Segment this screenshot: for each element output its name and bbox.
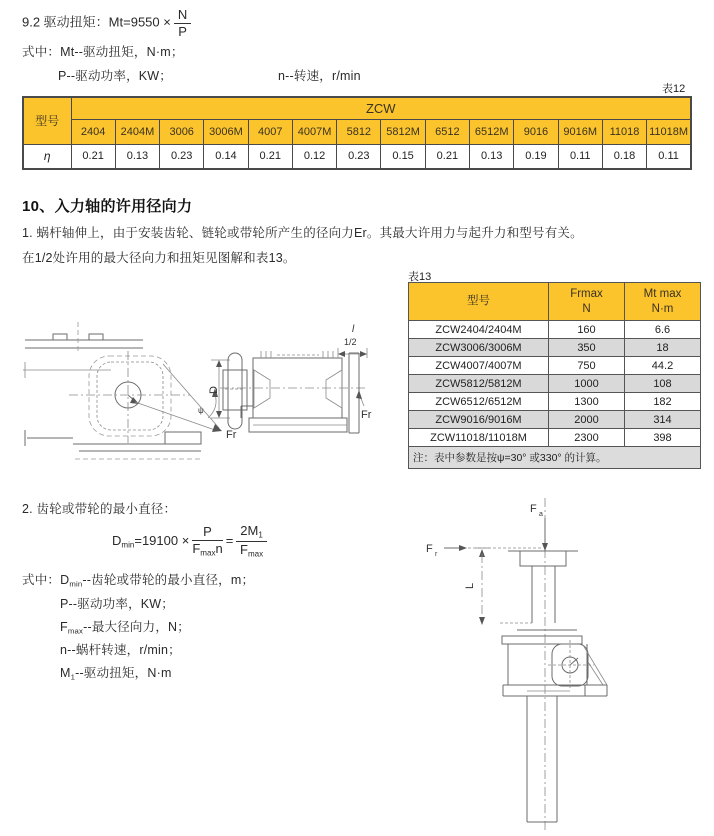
table13-mtmax: 44.2 [625, 357, 701, 375]
section2-definition-line: $F_{max}--$最大径向力，N； [60, 620, 190, 636]
table13-note-row [409, 447, 701, 469]
table13-col3-line2: N·m [651, 302, 674, 315]
fraction-2m1-over-fmax [236, 524, 267, 559]
table12-caption: 表12 [662, 83, 686, 95]
radial-force-label: F [426, 543, 433, 555]
table12-value: 0.11 [647, 144, 691, 169]
table13-model: ZCW6512/6512M [409, 393, 549, 411]
table12-model: 11018M [647, 119, 691, 144]
table12-value: 0.18 [602, 144, 646, 169]
fraction-numerator: P [192, 525, 222, 541]
dmin-formula [112, 524, 270, 559]
table13-model: ZCW11018/11018M [409, 429, 549, 447]
table12-value: 0.21 [425, 144, 469, 169]
table13-frmax: 2000 [549, 411, 625, 429]
table12-models-row [23, 119, 691, 144]
table13-model: ZCW3006/3006M [409, 339, 549, 357]
table13-frmax: 350 [549, 339, 625, 357]
section2-definition-line: 式中：$D_{min}--$齿轮或带轮的最小直径，m； [22, 573, 255, 589]
equals-sign: = [225, 532, 234, 548]
table13-model: ZCW2404/2404M [409, 321, 549, 339]
table13-frmax: 750 [549, 357, 625, 375]
table13-col3-line1: Mt max [643, 288, 682, 301]
table12-value: 0.13 [115, 144, 159, 169]
table13-model: ZCW5812/5812M [409, 375, 549, 393]
table12-value: 0.11 [558, 144, 602, 169]
table12-value: 0.19 [514, 144, 558, 169]
table13-model: ZCW9016/9016M [409, 411, 549, 429]
formula-definition-line-1: 式中：Mt--驱动扭矩，N·m； [22, 45, 184, 59]
fraction-denominator: $F_{max}$ [239, 542, 264, 559]
table13-frmax: 160 [549, 321, 625, 339]
table12-model: 3006M [204, 119, 248, 144]
half-dimension-label: 1/2 [344, 337, 357, 347]
table13-col2-line1: Frmax [570, 288, 603, 301]
table13-col2-header [549, 283, 625, 321]
dmin-formula-prefix: $D_{min}=19100$ × [112, 532, 190, 550]
axial-force-subscript: a [539, 511, 543, 518]
formula-prefix: 9.2 驱动扭矩：Mt=9550 × [22, 14, 171, 30]
table13-mtmax: 18 [625, 339, 701, 357]
formula-definition-line-2b: n--转速，r/min [278, 69, 361, 83]
table12-eta-row [23, 144, 691, 169]
fraction-numerator: $2M_1$ [236, 524, 267, 542]
formula-definition-line-2a: P--驱动功率，KW； [58, 69, 172, 83]
table12-value: 0.21 [71, 144, 115, 169]
table13-header-row [409, 283, 701, 321]
table13-caption: 表13 [408, 271, 432, 283]
psi-angle-label: ψ [198, 406, 204, 415]
table12-value: 0.23 [160, 144, 204, 169]
table13-row [409, 429, 701, 447]
table13-row [409, 411, 701, 429]
axial-force-label: F [530, 503, 537, 515]
table13-row [409, 321, 701, 339]
jack-end-view-drawing [23, 322, 237, 459]
section2-definition-line: n--蜗杆转速，r/min； [60, 643, 181, 657]
table13-radial-force-table [408, 282, 701, 469]
fraction-n-over-p [174, 8, 191, 38]
table12-efficiency-table [22, 96, 692, 170]
table12-group-header: ZCW [71, 97, 691, 119]
table13-col1-header: 型号 [409, 283, 549, 321]
section10-paragraph-1: 1. 蜗杆轴伸上，由于安装齿轮、链轮或带轮所产生的径向力Er。其最大许用力与起升力和型号有关。 [22, 226, 583, 240]
fraction-numerator: N [174, 8, 191, 24]
table12-value: 0.23 [337, 144, 381, 169]
table12-value: 0.21 [248, 144, 292, 169]
table12-model: 11018 [602, 119, 646, 144]
d-dimension-label: D [208, 386, 220, 394]
table12-group-row [23, 97, 691, 119]
table13-mtmax: 398 [625, 429, 701, 447]
table13-mtmax: 108 [625, 375, 701, 393]
table12-model: 6512M [470, 119, 514, 144]
radial-force-subscript: r [435, 551, 438, 558]
section2-heading: 2. 齿轮或带轮的最小直径： [22, 502, 177, 516]
section2-definition-line: P--驱动功率，KW； [60, 597, 174, 611]
table12-model: 9016M [558, 119, 602, 144]
table13-mtmax: 314 [625, 411, 701, 429]
table12-model: 9016 [514, 119, 558, 144]
section2-definition-line: $M_1--$驱动扭矩，N·m [60, 666, 172, 682]
table12-model-header: 型号 [23, 97, 71, 144]
jack-side-view-drawing [208, 324, 372, 433]
table13-row [409, 393, 701, 411]
table12-model: 2404M [115, 119, 159, 144]
driving-torque-formula [22, 8, 194, 38]
vertical-jack-drawing [426, 498, 607, 830]
fraction-p-over-fmaxn [192, 525, 222, 558]
table12-model: 2404 [71, 119, 115, 144]
table13-col3-header [625, 283, 701, 321]
table13-frmax: 1300 [549, 393, 625, 411]
table13-frmax: 2300 [549, 429, 625, 447]
table12-model: 5812M [381, 119, 425, 144]
l-dimension-label: l [352, 324, 355, 335]
table13-col2-line2: N [582, 302, 591, 315]
table13-mtmax: 6.6 [625, 321, 701, 339]
fraction-denominator: P [178, 23, 187, 39]
section10-heading: 10、入力轴的许用径向力 [22, 198, 193, 215]
section10-paragraph-2: 在1/2处许用的最大径向力和扭矩见图解和表13。 [22, 251, 296, 265]
table13-mtmax: 182 [625, 393, 701, 411]
table12-model: 3006 [160, 119, 204, 144]
table12-model: 5812 [337, 119, 381, 144]
radial-force-diagram [15, 318, 405, 483]
table13-model: ZCW4007/4007M [409, 357, 549, 375]
table13-row [409, 357, 701, 375]
table13-row [409, 375, 701, 393]
table13-note: 注：表中参数是按ψ=30° 或330° 的计算。 [409, 447, 701, 469]
fr-label-end-view: Fr [226, 429, 237, 441]
fraction-denominator: $F_{max}n$ [192, 540, 223, 558]
table12-value: 0.14 [204, 144, 248, 169]
table12-model: 4007 [248, 119, 292, 144]
table12-value: 0.15 [381, 144, 425, 169]
vertical-jack-load-diagram [400, 492, 710, 836]
table12-value: 0.13 [470, 144, 514, 169]
fr-label-side-view: Fr [361, 409, 372, 421]
table13-frmax: 1000 [549, 375, 625, 393]
table12-model: 6512 [425, 119, 469, 144]
length-dimension-label: L [464, 582, 476, 589]
table13-row [409, 339, 701, 357]
table12-value: 0.12 [292, 144, 336, 169]
table12-eta-label: η [23, 144, 71, 169]
table12-model: 4007M [292, 119, 336, 144]
